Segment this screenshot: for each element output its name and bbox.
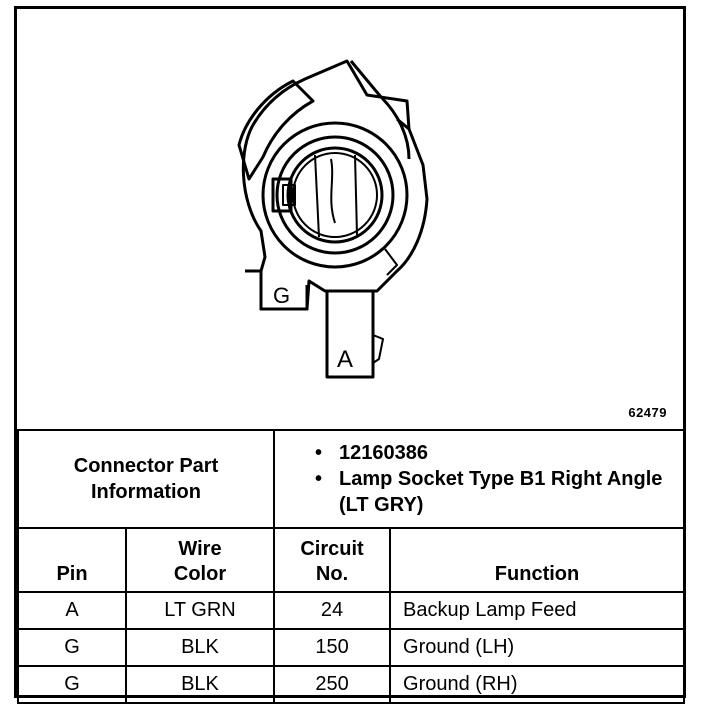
bullet-item: • Lamp Socket Type B1 Right Angle (LT GRY): [315, 466, 683, 518]
header-circuit: [274, 528, 390, 592]
cell-pin: G: [18, 666, 126, 703]
connector-table: [17, 429, 685, 704]
cell-wire-color: LT GRN: [126, 592, 274, 629]
header-circuit-text: Circuit No.: [300, 538, 364, 585]
header-function: Function: [390, 528, 684, 592]
pin-g-label: G: [273, 283, 291, 308]
header-pin: Pin: [18, 528, 126, 592]
connector-info-row: [18, 430, 684, 528]
cell-circuit: 150: [274, 629, 390, 666]
cell-function: Ground (LH): [390, 629, 684, 666]
header-wire-color: [126, 528, 274, 592]
cell-function: Ground (RH): [390, 666, 684, 703]
cell-circuit: 250: [274, 666, 390, 703]
header-wire-color-text: Wire Color: [173, 538, 227, 585]
connector-title: Connector Part Information: [18, 430, 274, 528]
socket-type: Lamp Socket Type B1 Right Angle (LT GRY): [339, 468, 663, 516]
pin-a-label: A: [337, 346, 354, 373]
cell-pin: A: [18, 592, 126, 629]
lamp-socket-diagram: [17, 9, 683, 429]
cell-pin: G: [18, 629, 126, 666]
figure-id: 62479: [628, 405, 667, 420]
table-header-row: [18, 528, 684, 592]
table-row: [18, 666, 684, 703]
table-row: [18, 592, 684, 629]
cell-wire-color: BLK: [126, 666, 274, 703]
cell-circuit: 24: [274, 592, 390, 629]
connector-info-frame: [14, 6, 686, 698]
bullet-item: • 12160386: [315, 442, 428, 464]
table-row: [18, 629, 684, 666]
cell-function: Backup Lamp Feed: [390, 592, 684, 629]
connector-bullets: [274, 430, 684, 528]
cell-wire-color: BLK: [126, 629, 274, 666]
part-number: 12160386: [339, 442, 428, 464]
